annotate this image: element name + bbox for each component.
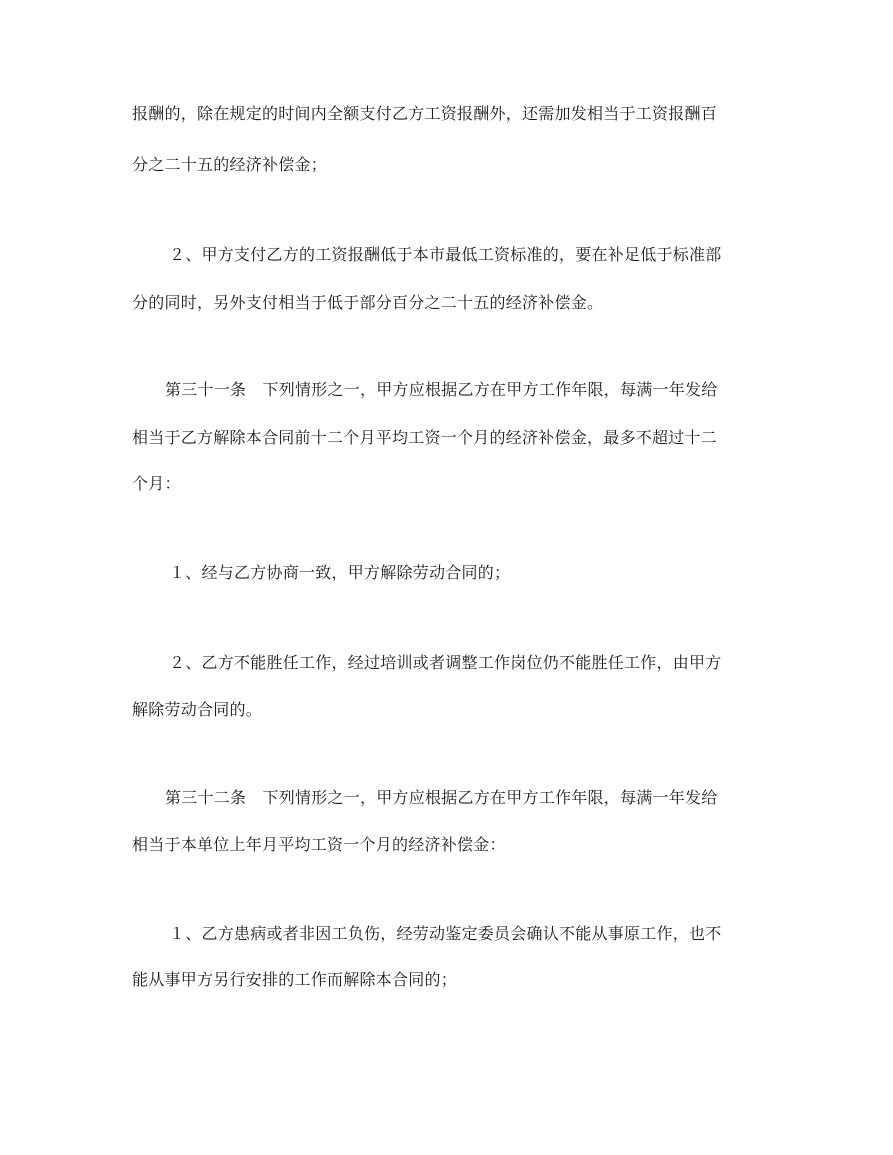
- paragraph-line: 能从事甲方另行安排的工作而解除本合同的；: [132, 970, 458, 989]
- paragraph-line: 相当于乙方解除本合同前十二个月平均工资一个月的经济补偿金，最多不超过十二: [132, 428, 718, 447]
- paragraph-line: １、乙方患病或者非因工负伤，经劳动鉴定委员会确认不能从事原工作，也不: [169, 924, 722, 943]
- article-heading-line: 第三十二条 下列情形之一，甲方应根据乙方在甲方工作年限，每满一年发给: [165, 788, 718, 807]
- paragraph-line: ２、乙方不能胜任工作，经过培训或者调整工作岗位仍不能胜任工作，由甲方: [169, 653, 722, 672]
- paragraph-line: 报酬的，除在规定的时间内全额支付乙方工资报酬外，还需加发相当于工资报酬百: [132, 104, 718, 123]
- paragraph-line: 分之二十五的经济补偿金；: [132, 155, 328, 174]
- paragraph-line: 相当于本单位上年月平均工资一个月的经济补偿金：: [132, 835, 506, 854]
- paragraph-line: ２、甲方支付乙方的工资报酬低于本市最低工资标准的，要在补足低于标准部: [169, 245, 722, 264]
- paragraph-line: 解除劳动合同的。: [132, 700, 263, 719]
- article-heading-line: 第三十一条 下列情形之一，甲方应根据乙方在甲方工作年限，每满一年发给: [165, 380, 718, 399]
- paragraph-line: １、经与乙方协商一致，甲方解除劳动合同的；: [169, 563, 511, 582]
- paragraph-line: 个月：: [132, 474, 181, 493]
- paragraph-line: 分的同时，另外支付相当于低于部分百分之二十五的经济补偿金。: [132, 293, 604, 312]
